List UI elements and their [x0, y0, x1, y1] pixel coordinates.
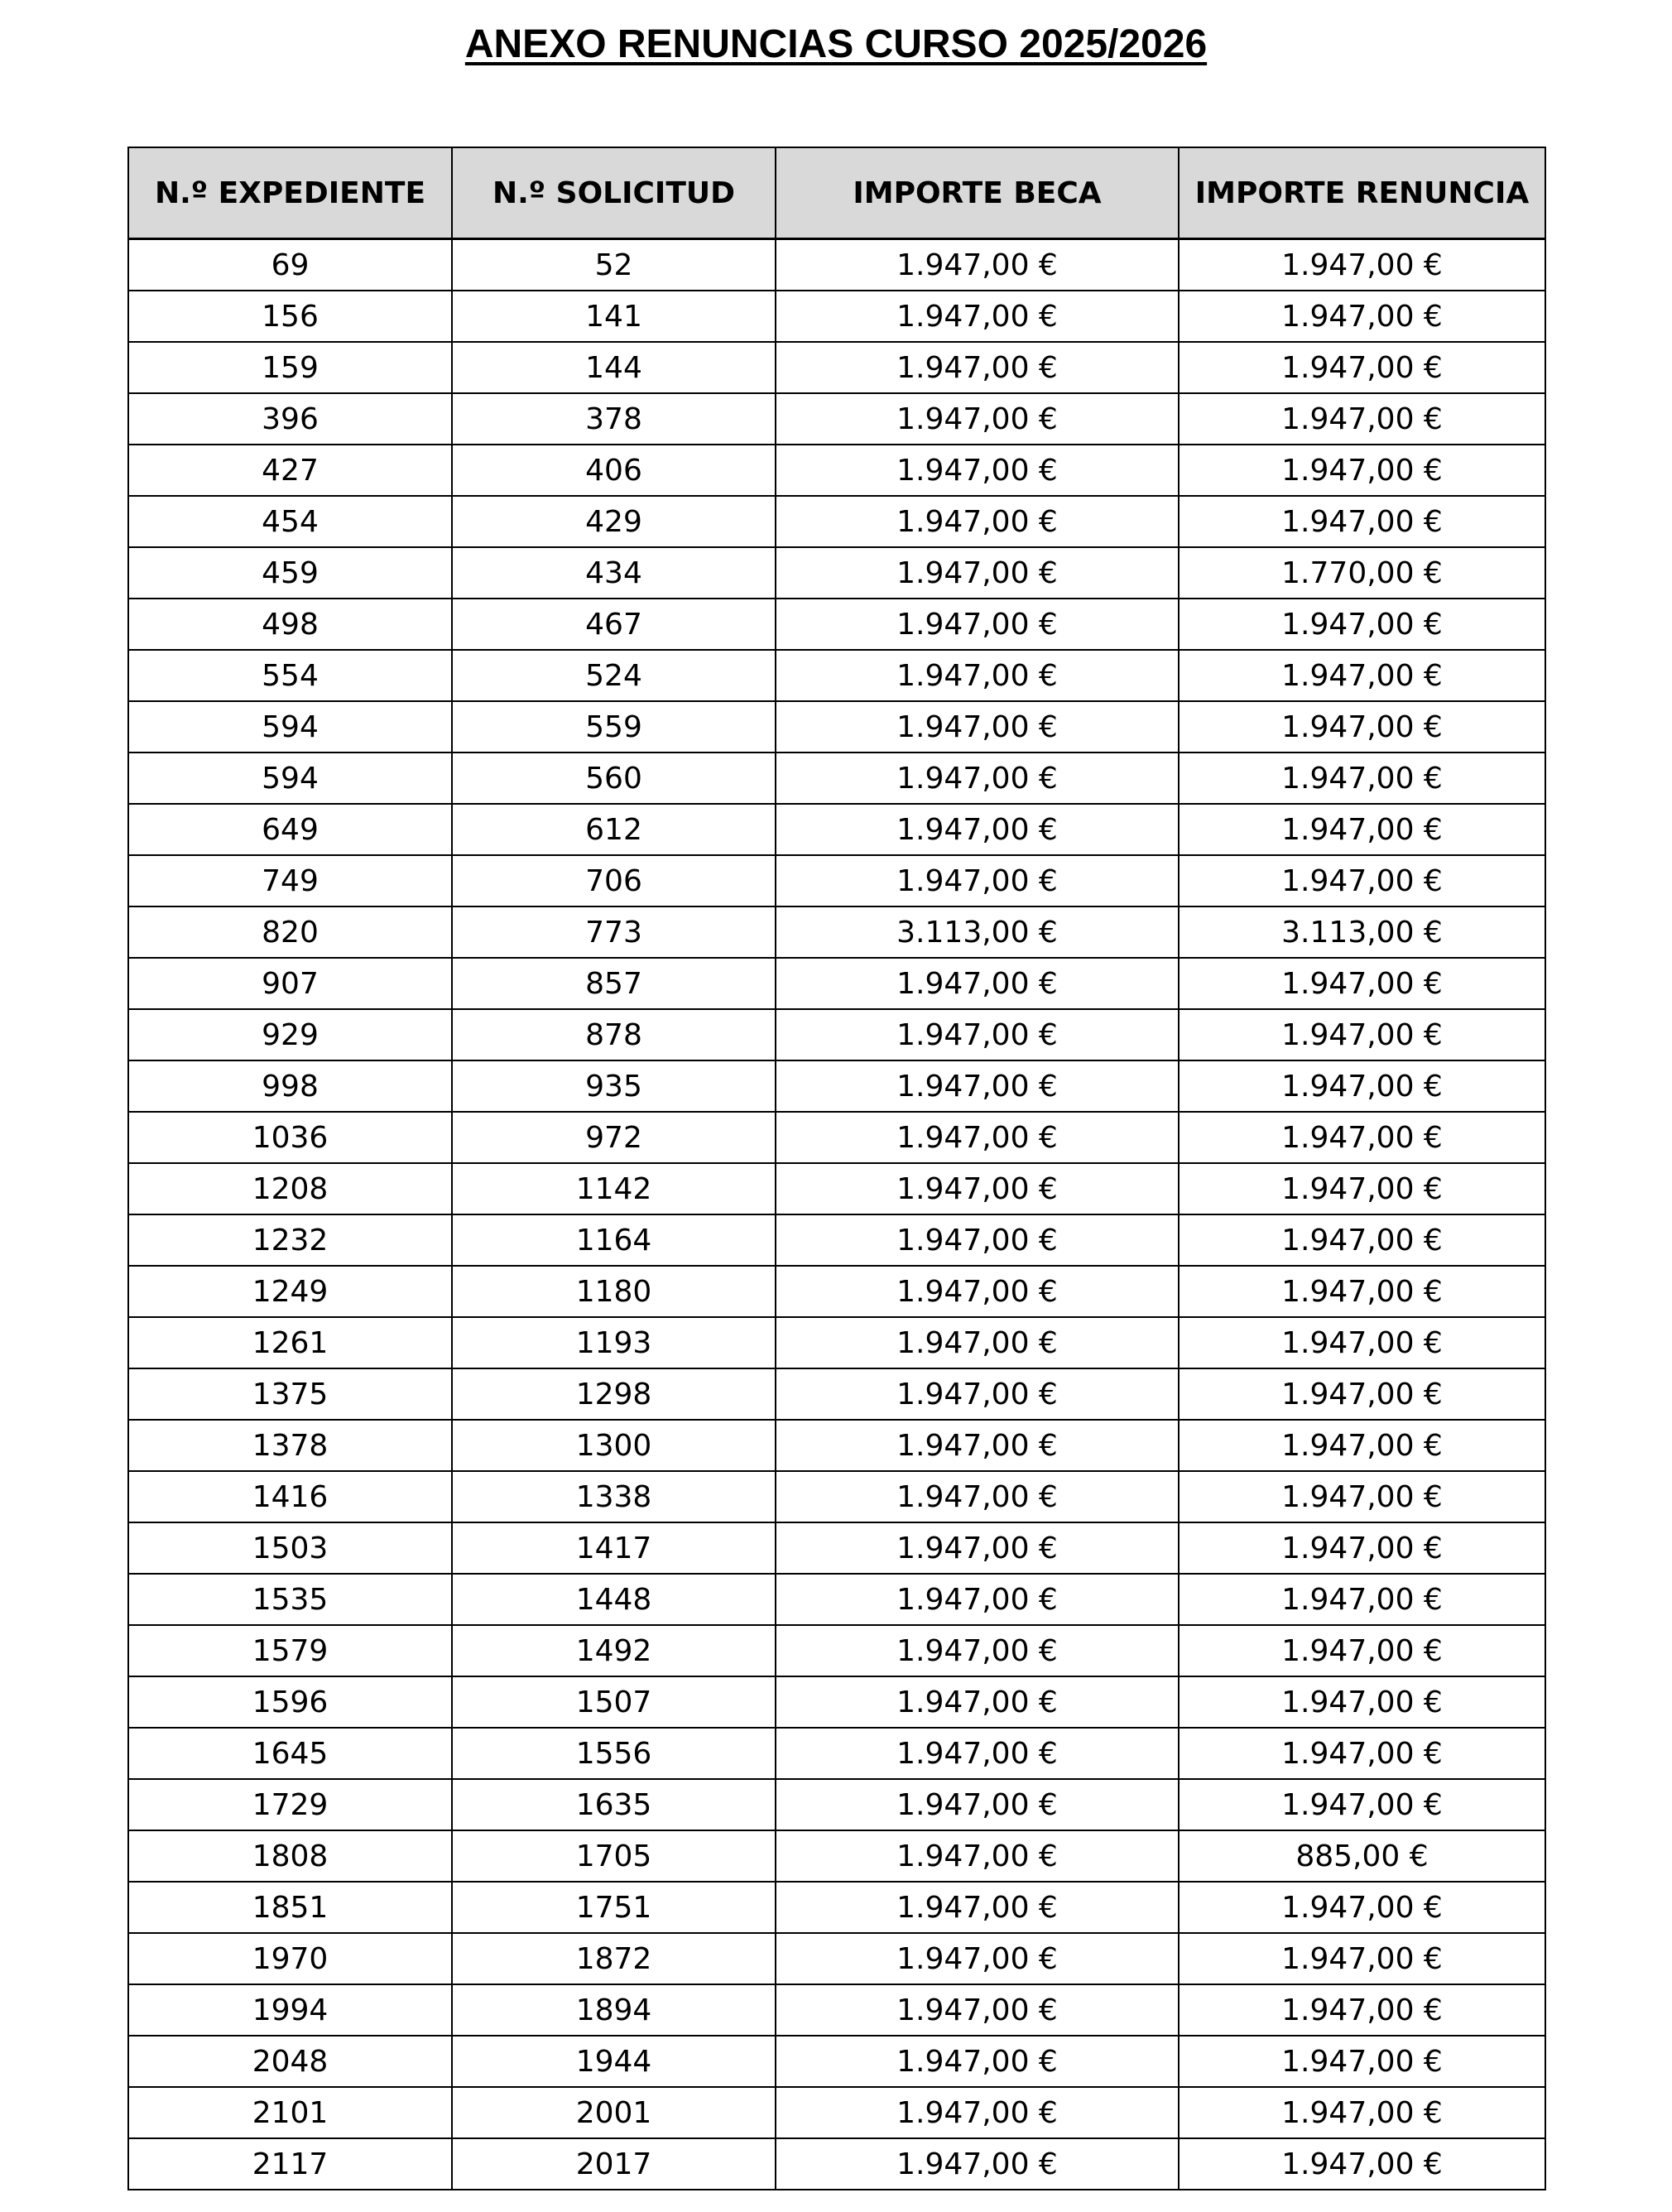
- cell-importe-beca: 1.947,00 €: [776, 1266, 1179, 1317]
- cell-importe-renuncia: 1.947,00 €: [1179, 1214, 1545, 1266]
- table-row: [128, 1933, 1545, 1984]
- table-row: [128, 804, 1545, 855]
- cell-expediente: 1261: [128, 1317, 452, 1368]
- cell-expediente: 159: [128, 342, 452, 393]
- table-row: [128, 1471, 1545, 1522]
- cell-expediente: 594: [128, 701, 452, 753]
- cell-expediente: 929: [128, 1009, 452, 1060]
- cell-expediente: 1970: [128, 1933, 452, 1984]
- cell-importe-beca: 1.947,00 €: [776, 1317, 1179, 1368]
- cell-importe-beca: 1.947,00 €: [776, 855, 1179, 906]
- table-row: [128, 1522, 1545, 1574]
- cell-solicitud: 1635: [452, 1779, 776, 1830]
- cell-importe-beca: 1.947,00 €: [776, 291, 1179, 342]
- cell-solicitud: 1180: [452, 1266, 776, 1317]
- cell-expediente: 498: [128, 599, 452, 650]
- cell-expediente: 1851: [128, 1882, 452, 1933]
- cell-importe-renuncia: 1.947,00 €: [1179, 2087, 1545, 2138]
- cell-importe-beca: 1.947,00 €: [776, 2087, 1179, 2138]
- table-row: [128, 855, 1545, 906]
- cell-expediente: 554: [128, 650, 452, 701]
- cell-expediente: 69: [128, 239, 452, 291]
- cell-importe-renuncia: 1.947,00 €: [1179, 599, 1545, 650]
- document-title: ANEXO RENUNCIAS CURSO 2025/2026: [464, 22, 1208, 66]
- table-row: [128, 701, 1545, 753]
- cell-importe-renuncia: 1.947,00 €: [1179, 2036, 1545, 2087]
- table-row: [128, 1779, 1545, 1830]
- header-row: [128, 147, 1545, 239]
- cell-importe-beca: 1.947,00 €: [776, 650, 1179, 701]
- cell-importe-beca: 1.947,00 €: [776, 1830, 1179, 1882]
- renuncias-table: [127, 147, 1546, 2190]
- table-row: [128, 1368, 1545, 1420]
- cell-importe-renuncia: 1.947,00 €: [1179, 342, 1545, 393]
- cell-importe-renuncia: 1.947,00 €: [1179, 445, 1545, 496]
- cell-importe-beca: 1.947,00 €: [776, 2138, 1179, 2190]
- cell-expediente: 1375: [128, 1368, 452, 1420]
- cell-importe-renuncia: 1.947,00 €: [1179, 1676, 1545, 1728]
- cell-importe-beca: 1.947,00 €: [776, 445, 1179, 496]
- cell-importe-renuncia: 1.947,00 €: [1179, 1728, 1545, 1779]
- cell-solicitud: 1894: [452, 1984, 776, 2036]
- cell-solicitud: 559: [452, 701, 776, 753]
- table-row: [128, 958, 1545, 1009]
- cell-expediente: 1535: [128, 1574, 452, 1625]
- cell-importe-renuncia: 1.947,00 €: [1179, 1060, 1545, 1112]
- cell-solicitud: 1448: [452, 1574, 776, 1625]
- cell-solicitud: 2001: [452, 2087, 776, 2138]
- cell-importe-renuncia: 1.947,00 €: [1179, 1574, 1545, 1625]
- table-row: [128, 342, 1545, 393]
- cell-solicitud: 1492: [452, 1625, 776, 1676]
- cell-solicitud: 1164: [452, 1214, 776, 1266]
- cell-importe-beca: 1.947,00 €: [776, 1163, 1179, 1214]
- cell-importe-renuncia: 1.947,00 €: [1179, 958, 1545, 1009]
- cell-importe-renuncia: 1.947,00 €: [1179, 1420, 1545, 1471]
- cell-solicitud: 144: [452, 342, 776, 393]
- cell-importe-beca: 1.947,00 €: [776, 342, 1179, 393]
- cell-solicitud: 1556: [452, 1728, 776, 1779]
- cell-expediente: 1994: [128, 1984, 452, 2036]
- cell-importe-beca: 1.947,00 €: [776, 1214, 1179, 1266]
- cell-importe-renuncia: 1.947,00 €: [1179, 1266, 1545, 1317]
- table-row: [128, 1882, 1545, 1933]
- cell-solicitud: 972: [452, 1112, 776, 1163]
- cell-solicitud: 434: [452, 547, 776, 599]
- table-row: [128, 1984, 1545, 2036]
- cell-solicitud: 1507: [452, 1676, 776, 1728]
- table-row: [128, 291, 1545, 342]
- cell-importe-renuncia: 1.947,00 €: [1179, 1317, 1545, 1368]
- cell-solicitud: 524: [452, 650, 776, 701]
- table-row: [128, 1266, 1545, 1317]
- cell-solicitud: 878: [452, 1009, 776, 1060]
- cell-importe-renuncia: 1.947,00 €: [1179, 804, 1545, 855]
- table-row: [128, 1009, 1545, 1060]
- cell-importe-renuncia: 1.947,00 €: [1179, 1933, 1545, 1984]
- cell-importe-beca: 1.947,00 €: [776, 1625, 1179, 1676]
- table-body: [128, 239, 1545, 2190]
- cell-expediente: 2048: [128, 2036, 452, 2087]
- cell-expediente: 820: [128, 906, 452, 958]
- cell-importe-renuncia: 1.947,00 €: [1179, 1471, 1545, 1522]
- cell-expediente: 649: [128, 804, 452, 855]
- cell-importe-beca: 1.947,00 €: [776, 1984, 1179, 2036]
- table-row: [128, 2036, 1545, 2087]
- cell-solicitud: 141: [452, 291, 776, 342]
- cell-importe-beca: 1.947,00 €: [776, 804, 1179, 855]
- cell-expediente: 454: [128, 496, 452, 547]
- cell-importe-renuncia: 1.947,00 €: [1179, 1625, 1545, 1676]
- cell-importe-renuncia: 1.947,00 €: [1179, 239, 1545, 291]
- cell-importe-beca: 1.947,00 €: [776, 753, 1179, 804]
- cell-expediente: 594: [128, 753, 452, 804]
- table-row: [128, 1676, 1545, 1728]
- cell-expediente: 1645: [128, 1728, 452, 1779]
- cell-importe-renuncia: 1.947,00 €: [1179, 1112, 1545, 1163]
- cell-importe-renuncia: 1.947,00 €: [1179, 701, 1545, 753]
- cell-expediente: 1416: [128, 1471, 452, 1522]
- table-row: [128, 1420, 1545, 1471]
- table-row: [128, 1574, 1545, 1625]
- cell-importe-beca: 1.947,00 €: [776, 1676, 1179, 1728]
- header-solicitud: N.º SOLICITUD: [452, 147, 776, 239]
- cell-importe-renuncia: 1.947,00 €: [1179, 1779, 1545, 1830]
- cell-solicitud: 1872: [452, 1933, 776, 1984]
- cell-solicitud: 706: [452, 855, 776, 906]
- cell-expediente: 2101: [128, 2087, 452, 2138]
- table-row: [128, 445, 1545, 496]
- cell-importe-beca: 1.947,00 €: [776, 1574, 1179, 1625]
- cell-importe-renuncia: 1.947,00 €: [1179, 855, 1545, 906]
- cell-solicitud: 857: [452, 958, 776, 1009]
- cell-importe-beca: 1.947,00 €: [776, 701, 1179, 753]
- table-row: [128, 1317, 1545, 1368]
- cell-solicitud: 560: [452, 753, 776, 804]
- cell-importe-beca: 1.947,00 €: [776, 1009, 1179, 1060]
- cell-expediente: 1729: [128, 1779, 452, 1830]
- table-row: [128, 1060, 1545, 1112]
- cell-importe-renuncia: 3.113,00 €: [1179, 906, 1545, 958]
- cell-importe-renuncia: 1.947,00 €: [1179, 1984, 1545, 2036]
- cell-importe-renuncia: 1.947,00 €: [1179, 1163, 1545, 1214]
- cell-solicitud: 1751: [452, 1882, 776, 1933]
- cell-expediente: 1596: [128, 1676, 452, 1728]
- cell-solicitud: 1300: [452, 1420, 776, 1471]
- cell-solicitud: 612: [452, 804, 776, 855]
- cell-importe-beca: 1.947,00 €: [776, 1060, 1179, 1112]
- table-row: [128, 1728, 1545, 1779]
- cell-importe-beca: 1.947,00 €: [776, 599, 1179, 650]
- cell-importe-renuncia: 1.947,00 €: [1179, 496, 1545, 547]
- cell-solicitud: 406: [452, 445, 776, 496]
- cell-solicitud: 1298: [452, 1368, 776, 1420]
- cell-expediente: 427: [128, 445, 452, 496]
- header-importe-renuncia: IMPORTE RENUNCIA: [1179, 147, 1545, 239]
- cell-importe-beca: 1.947,00 €: [776, 1471, 1179, 1522]
- table-row: [128, 906, 1545, 958]
- cell-importe-beca: 1.947,00 €: [776, 547, 1179, 599]
- cell-expediente: 459: [128, 547, 452, 599]
- table-row: [128, 496, 1545, 547]
- cell-importe-beca: 1.947,00 €: [776, 1882, 1179, 1933]
- cell-expediente: 396: [128, 393, 452, 445]
- table-row: [128, 1214, 1545, 1266]
- cell-solicitud: 2017: [452, 2138, 776, 2190]
- table-row: [128, 547, 1545, 599]
- cell-solicitud: 467: [452, 599, 776, 650]
- cell-importe-renuncia: 1.947,00 €: [1179, 2138, 1545, 2190]
- cell-expediente: 1249: [128, 1266, 452, 1317]
- table-row: [128, 1163, 1545, 1214]
- cell-expediente: 1579: [128, 1625, 452, 1676]
- cell-importe-beca: 1.947,00 €: [776, 958, 1179, 1009]
- cell-importe-beca: 1.947,00 €: [776, 1933, 1179, 1984]
- cell-solicitud: 773: [452, 906, 776, 958]
- cell-expediente: 907: [128, 958, 452, 1009]
- cell-solicitud: 1338: [452, 1471, 776, 1522]
- cell-expediente: 2117: [128, 2138, 452, 2190]
- cell-importe-renuncia: 1.947,00 €: [1179, 1368, 1545, 1420]
- cell-expediente: 998: [128, 1060, 452, 1112]
- table-header: [128, 147, 1545, 239]
- cell-importe-beca: 1.947,00 €: [776, 239, 1179, 291]
- cell-importe-beca: 1.947,00 €: [776, 393, 1179, 445]
- table-row: [128, 599, 1545, 650]
- cell-importe-beca: 1.947,00 €: [776, 1112, 1179, 1163]
- cell-importe-renuncia: 1.947,00 €: [1179, 291, 1545, 342]
- header-expediente: N.º EXPEDIENTE: [128, 147, 452, 239]
- cell-expediente: 1808: [128, 1830, 452, 1882]
- cell-importe-beca: 1.947,00 €: [776, 1779, 1179, 1830]
- table-row: [128, 2087, 1545, 2138]
- cell-solicitud: 1417: [452, 1522, 776, 1574]
- cell-importe-beca: 3.113,00 €: [776, 906, 1179, 958]
- cell-solicitud: 1142: [452, 1163, 776, 1214]
- cell-importe-beca: 1.947,00 €: [776, 1368, 1179, 1420]
- cell-importe-beca: 1.947,00 €: [776, 496, 1179, 547]
- cell-solicitud: 378: [452, 393, 776, 445]
- cell-expediente: 1232: [128, 1214, 452, 1266]
- cell-importe-renuncia: 1.947,00 €: [1179, 1882, 1545, 1933]
- cell-expediente: 1503: [128, 1522, 452, 1574]
- cell-importe-renuncia: 885,00 €: [1179, 1830, 1545, 1882]
- table-row: [128, 393, 1545, 445]
- cell-importe-renuncia: 1.947,00 €: [1179, 393, 1545, 445]
- cell-importe-beca: 1.947,00 €: [776, 1522, 1179, 1574]
- cell-importe-renuncia: 1.770,00 €: [1179, 547, 1545, 599]
- cell-solicitud: 1944: [452, 2036, 776, 2087]
- cell-importe-renuncia: 1.947,00 €: [1179, 1009, 1545, 1060]
- cell-importe-beca: 1.947,00 €: [776, 1728, 1179, 1779]
- table-row: [128, 1830, 1545, 1882]
- cell-importe-beca: 1.947,00 €: [776, 2036, 1179, 2087]
- cell-solicitud: 52: [452, 239, 776, 291]
- table-row: [128, 650, 1545, 701]
- table-row: [128, 2138, 1545, 2190]
- cell-solicitud: 429: [452, 496, 776, 547]
- table-row: [128, 1625, 1545, 1676]
- cell-importe-renuncia: 1.947,00 €: [1179, 753, 1545, 804]
- cell-solicitud: 1193: [452, 1317, 776, 1368]
- table-row: [128, 753, 1545, 804]
- cell-solicitud: 1705: [452, 1830, 776, 1882]
- cell-solicitud: 935: [452, 1060, 776, 1112]
- cell-importe-renuncia: 1.947,00 €: [1179, 650, 1545, 701]
- header-importe-beca: IMPORTE BECA: [776, 147, 1179, 239]
- table-row: [128, 239, 1545, 291]
- cell-expediente: 1378: [128, 1420, 452, 1471]
- cell-importe-beca: 1.947,00 €: [776, 1420, 1179, 1471]
- cell-expediente: 1208: [128, 1163, 452, 1214]
- cell-expediente: 1036: [128, 1112, 452, 1163]
- cell-expediente: 156: [128, 291, 452, 342]
- cell-expediente: 749: [128, 855, 452, 906]
- cell-importe-renuncia: 1.947,00 €: [1179, 1522, 1545, 1574]
- table-row: [128, 1112, 1545, 1163]
